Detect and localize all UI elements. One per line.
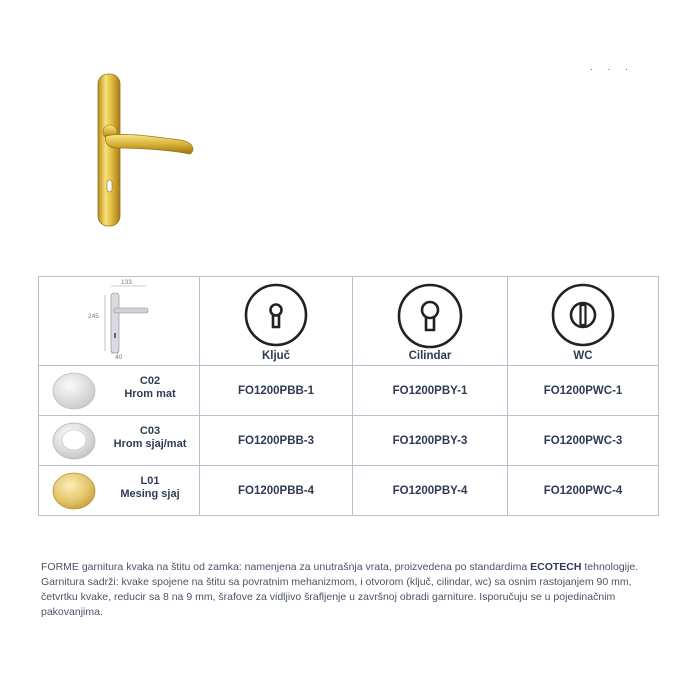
door-handle-product-image	[90, 70, 205, 230]
finish-code: C03	[139, 425, 161, 437]
product-code: FO1200PWC-3	[508, 416, 659, 466]
description-text-part1: FORME garnitura kvaka na štitu od zamka: namenjena za unutrašnja vrata, proizvedena po standardima	[41, 561, 528, 573]
wc-escutcheon-icon	[551, 283, 615, 347]
finish-name: Mesing sjaj	[120, 488, 180, 500]
finish-swatch-chrome-matte	[51, 370, 97, 410]
finish-swatch-chrome-bright-matte	[51, 420, 97, 460]
specification-table	[38, 276, 659, 516]
brand-name: ECOTECH	[530, 561, 582, 573]
keyhole-escutcheon-icon	[244, 283, 308, 347]
finish-code: L01	[140, 475, 160, 487]
column-label: Ključ	[261, 350, 291, 362]
finish-code: C02	[139, 375, 161, 387]
product-code: FO1200PWC-1	[508, 366, 659, 416]
product-code: FO1200PBY-4	[353, 466, 508, 516]
finish-name: Hrom sjaj/mat	[113, 438, 187, 450]
product-code: FO1200PBB-1	[200, 366, 353, 416]
table-header-row	[39, 277, 659, 366]
product-code: FO1200PBY-1	[353, 366, 508, 416]
product-code: FO1200PBY-3	[353, 416, 508, 466]
dimension-spacing-label: 40	[115, 354, 123, 361]
column-header-kljuc	[200, 277, 353, 366]
description-text-part2: tehnologije. Garnitura sadrži: kvake spojene na štitu sa povratnim mehanizmom, i otvorom (ključ, cilindar, wc) sa osnim rastojanjem 90 mm, četvrtku kvake, reducir sa 8 na 9 mm, šrafove za vidljivo šrafljenje u završnoj obradi garniture. Isporučuju se u pojedinačnim pakovanjima.	[41, 561, 639, 618]
finish-cell	[39, 416, 200, 466]
product-code: FO1200PWC-4	[508, 466, 659, 516]
product-code: FO1200PBB-3	[200, 416, 353, 466]
dimension-width-label: 133	[121, 279, 132, 286]
table-row	[39, 366, 659, 416]
finish-swatch-brass-bright	[51, 470, 97, 510]
dimension-diagram-cell	[39, 277, 200, 366]
finish-cell	[39, 466, 200, 516]
finish-cell	[39, 366, 200, 416]
column-label: WC	[573, 350, 593, 362]
dimension-height-label: 245	[88, 313, 99, 320]
finish-name: Hrom mat	[124, 388, 176, 400]
column-header-wc	[508, 277, 659, 366]
product-code: FO1200PBB-4	[200, 466, 353, 516]
table-row	[39, 416, 659, 466]
cylinder-escutcheon-icon	[397, 283, 463, 349]
page-marks: . . .	[590, 62, 634, 73]
table-row	[39, 466, 659, 516]
column-label: Cilindar	[408, 350, 452, 362]
dimension-diagram	[39, 277, 199, 365]
product-description	[41, 560, 653, 620]
column-header-cilindar	[353, 277, 508, 366]
